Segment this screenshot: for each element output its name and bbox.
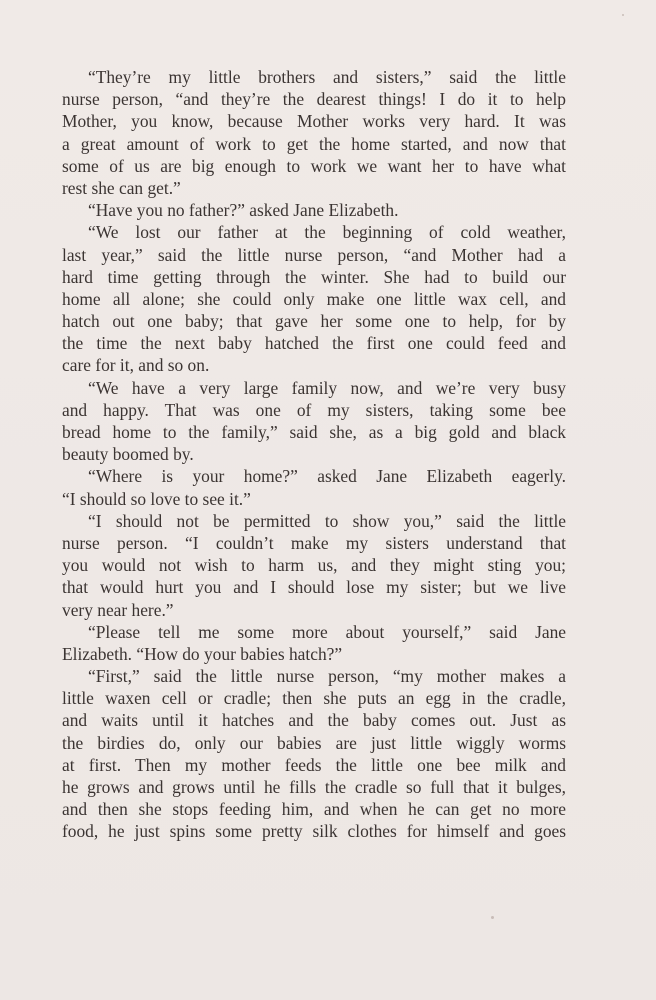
text-line: the birdies do, only our babies are just little wiggly worms [62,732,566,753]
text-line: nurse person, “and they’re the dearest things! I do it to help [62,89,566,110]
text-line: and happy. That was one of my sisters, taking some bee [62,399,566,420]
text-line: “Have you no father?” asked Jane Elizabeth. [88,200,399,221]
text-line: bread home to the family,” said she, as a big gold and black [62,422,566,442]
text-line: at first. Then my mother feeds the little one bee milk and [62,754,566,775]
paper-speck [622,14,624,16]
text-line: “Where is your home?” asked Jane Elizabeth eagerly. [88,466,566,487]
paragraph [62,199,566,221]
paragraph [62,66,566,199]
text-line: “I should not be permitted to show you,” said the little [88,510,566,531]
paper-speck [491,916,494,919]
paragraph [62,665,566,843]
paragraph [62,621,566,665]
text-line: very near here.” [62,599,174,620]
text-line: “Please tell me some more about yourself,” said Jane [88,621,566,642]
text-line: you would not wish to harm us, and they might sting you; [62,555,566,576]
text-line: and then she stops feeding him, and when he can get no more [62,799,566,820]
text-line: and waits until it hatches and the baby comes out. Just as [62,710,566,731]
text-line: hard time getting through the winter. She had to build our [62,266,566,287]
paragraph [62,377,566,466]
text-line: beauty boomed by. [62,444,194,465]
text-line: food, he just spins some pretty silk clothes for himself and goes [62,821,566,842]
text-line: “We lost our father at the beginning of cold weather, [88,222,566,243]
paragraph [62,510,566,621]
text-line: a great amount of work to get the home started, and now that [62,133,566,154]
text-line: “First,” said the little nurse person, “my mother makes a [88,666,566,687]
text-line: Mother, you know, because Mother works very hard. It was [62,111,566,132]
text-line: “I should so love to see it.” [62,488,251,509]
text-line: rest she can get.” [62,177,181,198]
text-line: some of us are big enough to work we want her to have what [62,155,566,176]
text-line: home all alone; she could only make one little wax cell, and [62,288,566,309]
body-text [62,66,566,843]
text-line: nurse person. “I couldn’t make my sisters understand that [62,532,566,553]
text-line: last year,” said the little nurse person, “and Mother had a [62,244,566,265]
text-line: he grows and grows until he fills the cradle so full that it bulges, [62,777,566,797]
text-line: little waxen cell or cradle; then she puts an egg in the cradle, [62,688,566,709]
text-line: “We have a very large family now, and we’re very busy [88,377,566,398]
text-line: that would hurt you and I should lose my sister; but we live [62,577,566,598]
paragraph [62,221,566,376]
text-line: care for it, and so on. [62,355,210,376]
text-line: hatch out one baby; that gave her some one to help, for by [62,311,566,332]
text-line: “They’re my little brothers and sisters,” said the little [88,67,566,87]
paragraph [62,465,566,509]
text-line: Elizabeth. “How do your babies hatch?” [62,643,343,664]
text-line: the time the next baby hatched the first one could feed and [62,333,566,354]
